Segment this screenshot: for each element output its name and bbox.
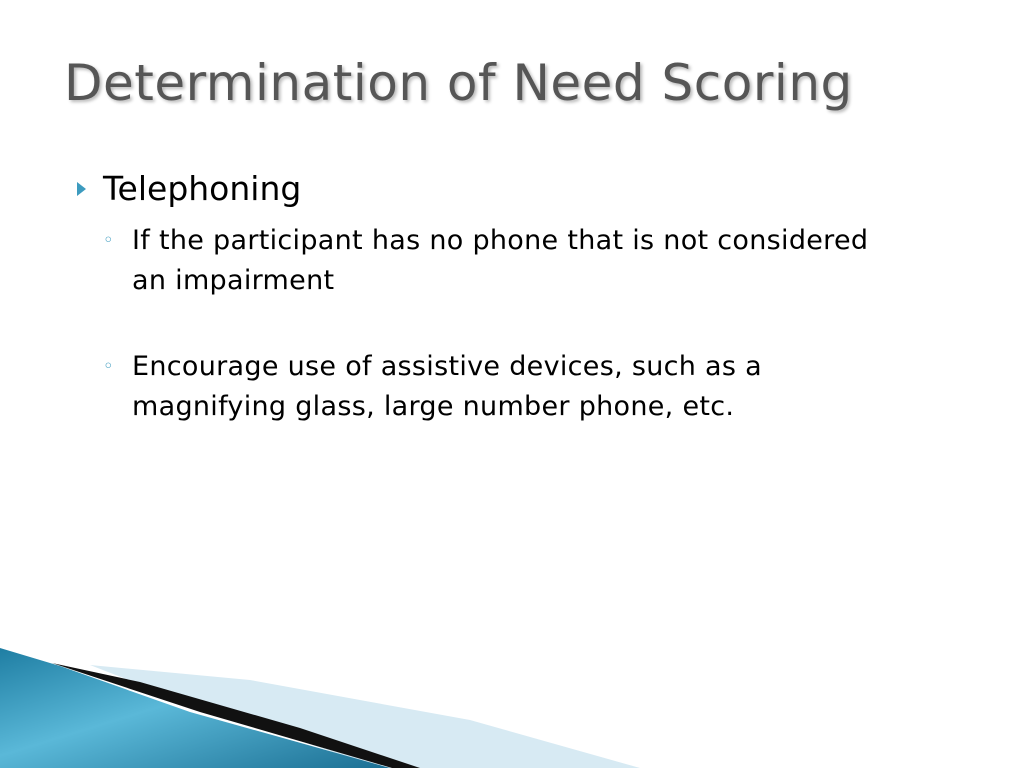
- wave-blue-band: [0, 648, 390, 768]
- sub-bullet-no-phone: [103, 221, 892, 301]
- wave-light-band: [90, 665, 640, 768]
- circle-bullet-icon: ◦: [103, 230, 114, 251]
- sub-bullet-assistive-devices: [103, 347, 892, 427]
- circle-bullet-icon: ◦: [103, 356, 114, 377]
- bullet-telephoning: [76, 169, 301, 209]
- bullet-text: Telephoning: [103, 169, 302, 208]
- wave-dark-line: [52, 663, 420, 768]
- triangle-bullet-icon: [76, 169, 103, 209]
- sub-bullet-text: If the participant has no phone that is not considered an impairment: [132, 225, 869, 296]
- slide-title: Determination of Need Scoring: [64, 54, 853, 112]
- sub-bullet-text: Encourage use of assistive devices, such as a magnifying glass, large number phone, etc.: [132, 351, 762, 422]
